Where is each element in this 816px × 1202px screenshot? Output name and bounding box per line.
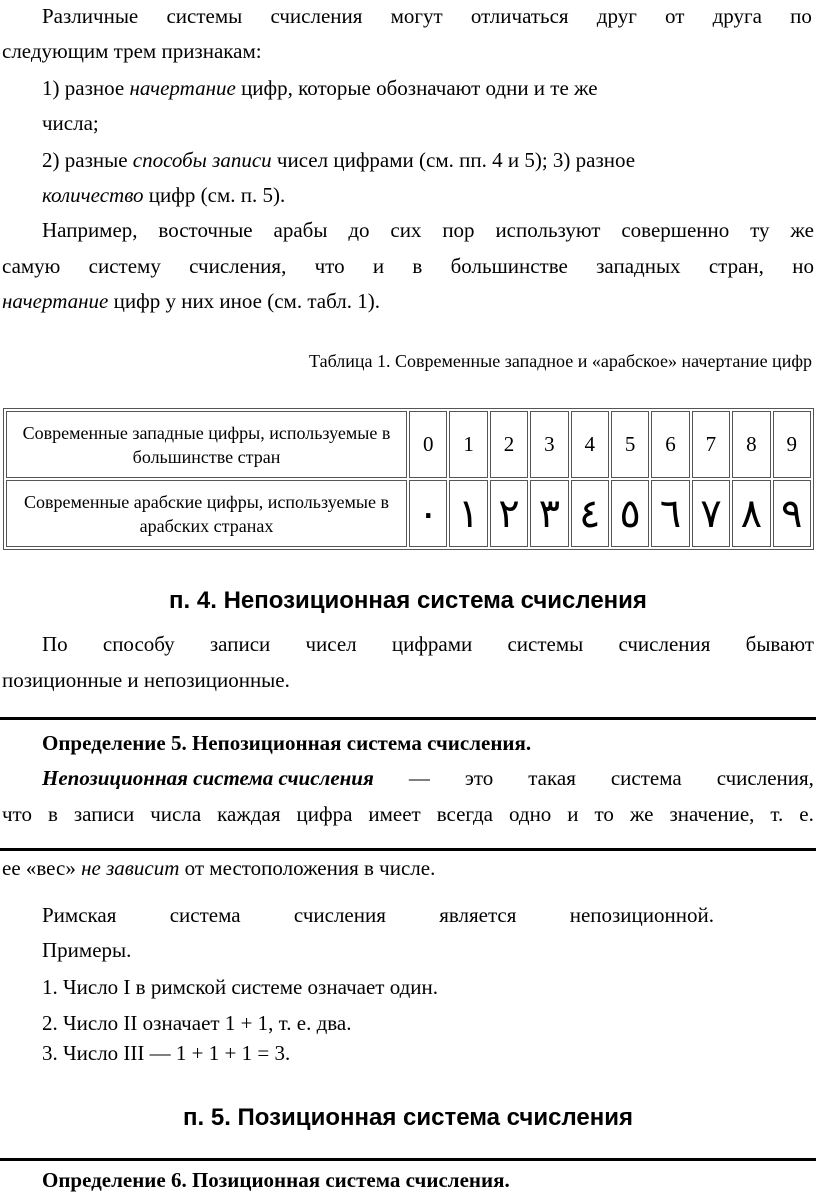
word: — — [408, 766, 430, 790]
section-5-heading: п. 5. Позиционная система счисления — [183, 1104, 633, 1131]
word: счисления, — [716, 766, 814, 790]
western-digit: 6 — [651, 411, 689, 478]
word: западных — [596, 254, 681, 278]
table-caption: Таблица 1. Современные западное и «арабское» начертание цифр — [309, 351, 812, 371]
word: счисления — [618, 632, 711, 656]
section-4-para-line-1 — [42, 634, 814, 655]
arabic-digit: ٨ — [732, 480, 770, 547]
western-digit: 2 — [490, 411, 528, 478]
word: т. — [770, 802, 784, 826]
word: счисления — [293, 903, 386, 927]
divider-top — [0, 717, 816, 720]
example-1: 1. Число I в римской системе означает один. — [42, 975, 439, 999]
list-item-1-cont: числа; — [42, 111, 99, 135]
word: записи — [73, 802, 135, 826]
word: и — [372, 254, 385, 278]
word: способу — [102, 632, 175, 656]
arabic-digit: ٠ — [409, 480, 447, 547]
word: бывают — [745, 632, 814, 656]
intro-line-1 — [42, 6, 812, 27]
word: каждая — [217, 802, 281, 826]
word: одно — [508, 802, 552, 826]
word: счисления — [270, 4, 363, 28]
word: чисел — [305, 632, 357, 656]
western-digit: 8 — [732, 411, 770, 478]
digits-table — [3, 408, 814, 550]
word: значение, — [669, 802, 755, 826]
word: является — [439, 903, 517, 927]
definition-5-line-1 — [42, 768, 814, 789]
arabic-digit: ٥ — [611, 480, 649, 547]
arabic-digit: ٦ — [651, 480, 689, 547]
word: Различные — [42, 4, 139, 28]
word: же — [629, 802, 654, 826]
arabic-digit: ٧ — [692, 480, 730, 547]
word: цифра — [296, 802, 353, 826]
word: счисления, — [189, 254, 287, 278]
word: система — [169, 903, 241, 927]
word: самую — [2, 254, 61, 278]
example-line-3: начертание цифр у них иное (см. табл. 1). — [2, 289, 380, 313]
word: то — [594, 802, 614, 826]
word: систему — [88, 254, 161, 278]
example-line-1 — [42, 220, 814, 241]
section-4-heading: п. 4. Непозиционная система счисления — [169, 587, 647, 614]
word: е. — [799, 802, 814, 826]
definition-5-line-2 — [2, 804, 814, 825]
word: непозиционной. — [569, 903, 714, 927]
word: имеет — [368, 802, 421, 826]
word: стран, — [708, 254, 764, 278]
word: такая — [528, 766, 576, 790]
word: системы — [507, 632, 584, 656]
western-digit: 0 — [409, 411, 447, 478]
word: могут — [390, 4, 443, 28]
word: до — [348, 218, 370, 242]
list-item-2: 2) разные способы записи чисел цифрами (см. пп. 4 и 5); 3) разное — [42, 148, 636, 172]
word: ту — [750, 218, 770, 242]
word: восточные — [158, 218, 253, 242]
word: пор — [442, 218, 475, 242]
arabic-digit: ١ — [449, 480, 487, 547]
definition-6-title: Определение 6. Позиционная система счисления. — [42, 1168, 510, 1192]
list-item-3: количество цифр (см. п. 5). — [42, 183, 286, 207]
western-digit: 7 — [692, 411, 730, 478]
word: совершенно — [621, 218, 730, 242]
section-4-para-line-2: позиционные и непозиционные. — [2, 668, 290, 692]
row-label-arabic: Современные арабские цифры, используемые в арабских странах — [6, 480, 407, 547]
word: в — [412, 254, 423, 278]
definition-5-line-3: ее «вес» не зависит от местоположения в числе. — [2, 856, 436, 880]
word: цифрами — [391, 632, 473, 656]
word: арабы — [273, 218, 328, 242]
list-item-1: 1) разное начертание цифр, которые обозначают одни и те же — [42, 76, 598, 100]
word: записи — [209, 632, 271, 656]
word: Например, — [42, 218, 138, 242]
word: большинстве — [450, 254, 568, 278]
intro-line-2: следующим трем признакам: — [2, 39, 262, 63]
word: всегда — [436, 802, 493, 826]
arabic-digit: ٩ — [773, 480, 811, 547]
word: от — [665, 4, 685, 28]
definition-5-title: Определение 5. Непозиционная система счисления. — [42, 731, 532, 755]
word: используют — [495, 218, 601, 242]
table-row-western — [6, 411, 811, 478]
divider-section-5 — [0, 1158, 816, 1161]
examples-label: Примеры. — [42, 938, 132, 962]
divider-bottom — [0, 848, 816, 851]
definition-5-term: Непозиционная система счисления — [42, 766, 374, 790]
word: друг — [596, 4, 637, 28]
western-digit: 9 — [773, 411, 811, 478]
word: сих — [390, 218, 422, 242]
word: но — [792, 254, 814, 278]
western-digit: 3 — [530, 411, 568, 478]
word: отличаться — [470, 4, 569, 28]
word: же — [790, 218, 814, 242]
word: и — [567, 802, 579, 826]
word: это — [464, 766, 494, 790]
arabic-digit: ٤ — [571, 480, 609, 547]
word: По — [42, 632, 68, 656]
word: что — [2, 802, 32, 826]
example-3: 3. Число III — 1 + 1 + 1 = 3. — [42, 1041, 291, 1065]
row-label-western: Современные западные цифры, используемые в большинстве стран — [6, 411, 407, 478]
western-digit: 5 — [611, 411, 649, 478]
word: системы — [166, 4, 243, 28]
western-digit: 1 — [449, 411, 487, 478]
table-row-arabic — [6, 480, 811, 547]
example-2: 2. Число II означает 1 + 1, т. е. два. — [42, 1011, 352, 1035]
example-line-2 — [2, 256, 814, 277]
word: по — [790, 4, 812, 28]
western-digit: 4 — [571, 411, 609, 478]
roman-statement — [42, 905, 714, 926]
word: числа — [150, 802, 202, 826]
word: система — [610, 766, 682, 790]
word: Римская — [42, 903, 117, 927]
word: в — [47, 802, 58, 826]
word: что — [314, 254, 345, 278]
arabic-digit: ٢ — [490, 480, 528, 547]
word: друга — [712, 4, 762, 28]
arabic-digit: ٣ — [530, 480, 568, 547]
